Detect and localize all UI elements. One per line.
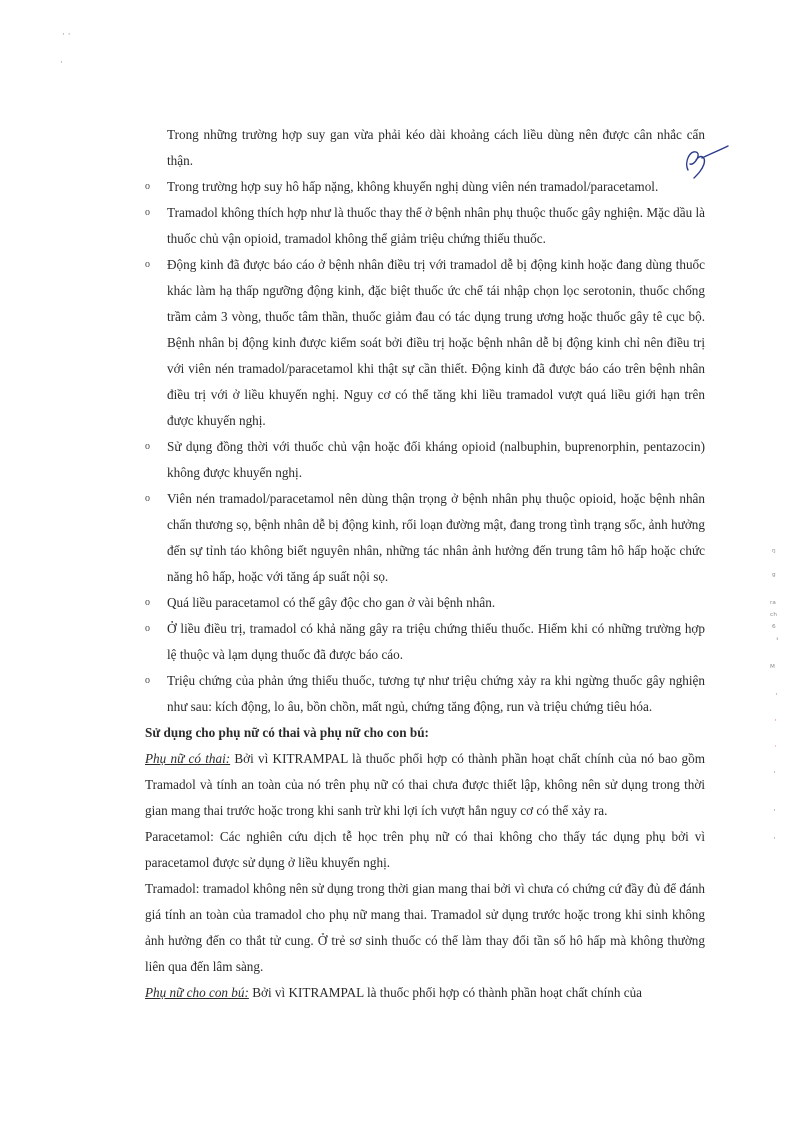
list-item [145,434,705,486]
bullet-marker: o [145,597,150,608]
margin-fragment: · [773,834,776,844]
precautions-list [145,174,705,720]
bullet-marker: o [145,493,150,504]
list-item-text: Tramadol không thích hợp như là thuốc thay thế ở bệnh nhân phụ thuộc thuốc gây nghiện. Mặc dầu là thuốc chủ vận opioid, tramadol không thể giảm triệu chứng thiếu thuốc. [167,205,705,246]
bullet-marker: o [145,623,150,634]
list-item-text: Viên nén tramadol/paracetamol nên dùng thận trọng ở bệnh nhân phụ thuộc opioid, hoặc bệnh nhân chấn thương sọ, bệnh nhân dễ bị động kinh, rối loạn đường mật, đang trong tình trạng sốc, ảnh hưởng đến sự tỉnh táo không biết nguyên nhân, những tác nhân ảnh hưởng đến trung tâm hô hấp hoặc chức năng hô hấp, hoặc với tăng áp suất nội sọ. [167,491,705,584]
list-item-text: Quá liều paracetamol có thể gây độc cho gan ở vài bệnh nhân. [167,595,496,610]
list-item [145,668,705,720]
bullet-marker: o [145,181,150,192]
margin-fragment: ᵑ [772,548,776,558]
margin-fragment: ᶜʰ [770,612,777,622]
bullet-marker: o [145,207,150,218]
list-item [145,252,705,434]
bullet-marker: o [145,675,150,686]
margin-fragment: · [773,806,776,816]
intro-paragraph: Trong những trường hợp suy gan vừa phải kéo dài khoảng cách liều dùng nên được cân nhắc cẩn thận. [167,127,705,168]
list-item [145,200,705,252]
margin-fragment: · [773,768,776,778]
breastfeeding-paragraph [145,980,705,1006]
list-item-text: Sử dụng đồng thời với thuốc chủ vận hoặc đối kháng opioid (nalbuphin, buprenorphin, pentazocin) không được khuyến nghị. [167,439,705,480]
paracetamol-paragraph: Paracetamol: Các nghiên cứu dịch tễ học trên phụ nữ có thai không cho thấy tác dụng phụ bởi vì paracetamol được sử dụng ở liều khuyến nghị. [145,829,705,870]
scan-speck: · · [62,30,71,40]
section-heading: Sử dụng cho phụ nữ có thai và phụ nữ cho con bú: [145,725,429,740]
list-item [145,486,705,590]
pregnancy-label: Phụ nữ có thai: [145,751,231,766]
scan-speck: · [60,58,63,68]
pregnancy-paragraph [145,746,705,824]
breastfeeding-text: Bởi vì KITRAMPAL là thuốc phối hợp có thành phần hoạt chất chính của [248,985,643,1000]
margin-fragment: · [774,716,777,726]
list-item [145,590,705,616]
margin-fragment: · [774,742,777,752]
document-body [145,122,705,1006]
margin-fragment: ᵍ [772,572,776,582]
list-item-text: Trong trường hợp suy hô hấp nặng, không khuyến nghị dùng viên nén tramadol/paracetamol. [167,179,659,194]
bullet-marker: o [145,441,150,452]
list-item [145,174,705,200]
list-item-text: Động kinh đã được báo cáo ở bệnh nhân điều trị với tramadol dễ bị động kinh hoặc đang dùng thuốc khác làm hạ thấp ngưỡng động kinh, đặc biệt thuốc ức chế tái nhập chọn lọc serotonin, thuốc chống trầm cảm 3 vòng, thuốc tâm thần, thuốc giảm đau có tác dụng trung ương hoặc thuốc gây tê cục bộ. Bệnh nhân bị động kinh được kiểm soát bởi điều trị hoặc bệnh nhân dễ bị động kinh chỉ nên điều trị với viên nén tramadol/paracetamol khi thật sự cần thiết. Động kinh đã được báo cáo trên bệnh nhân điều trị với ở liều khuyến nghị. Nguy cơ có thể tăng khi liều tramadol vượt quá liều giới hạn trên được khuyến nghị. [167,257,705,428]
list-item [145,616,705,668]
margin-fragment: ᴹ [770,664,775,674]
tramadol-paragraph: Tramadol: tramadol không nên sử dụng trong thời gian mang thai bởi vì chưa có chứng cứ đầy đủ để đánh giá tính an toàn của tramadol cho phụ nữ mang thai. Tramadol sử dụng trước hoặc trong khi sinh không ảnh hưởng đến co thắt tử cung. Ở trẻ sơ sinh thuốc có thể làm thay đổi tần số hô hấp mà không thường liên qua đến lâm sàng. [145,881,705,974]
pregnancy-text: Bởi vì KITRAMPAL là thuốc phối hợp có thành phần hoạt chất chính của nó bao gồm Tramadol và tính an toàn của nó trên phụ nữ có thai chưa được thiết lập, không nên sử dụng trong thời gian mang thai trước hoặc trong khi sanh trừ khi lợi ích vượt hẳn nguy cơ có thể xảy ra. [145,751,705,818]
list-item-text: Triệu chứng của phản ứng thiếu thuốc, tương tự như triệu chứng xảy ra khi ngừng thuốc gây nghiện như sau: kích động, lo âu, bồn chồn, mất ngủ, chứng tăng động, run và triệu chứng tiêu hóa. [167,673,705,714]
margin-fragment: ' [776,637,779,647]
margin-fragment: · [775,690,778,700]
margin-fragment: ⁶ [772,624,776,634]
bullet-marker: o [145,259,150,270]
breastfeeding-label: Phụ nữ cho con bú: [145,985,249,1000]
margin-fragment: ʳᵃ [770,600,776,610]
list-item-text: Ở liều điều trị, tramadol có khả năng gây ra triệu chứng thiếu thuốc. Hiếm khi có những trường hợp lệ thuộc và lạm dụng thuốc đã được báo cáo. [167,621,705,662]
